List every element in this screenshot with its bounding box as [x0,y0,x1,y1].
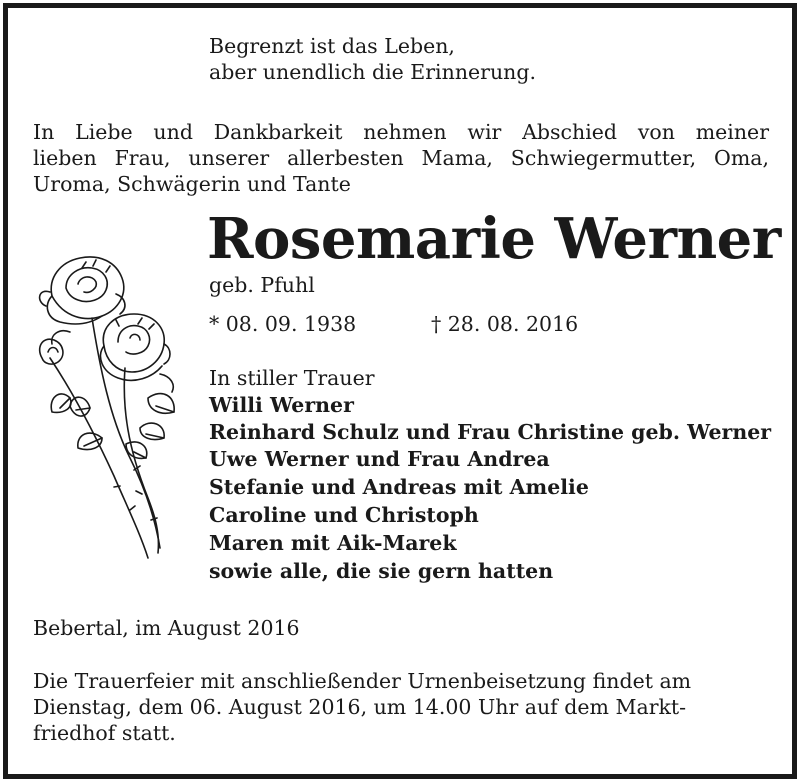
birth-date: * 08. 09. 1938 [209,312,357,336]
mourner-line: Willi Werner [209,393,354,417]
mourner-line: Reinhard Schulz und Frau Christine geb. Werner [209,420,772,444]
place-date: Bebertal, im August 2016 [33,616,300,640]
mourner-line: Maren mit Aik-Marek [209,531,457,555]
intro-line-2: lieben Frau, unserer allerbesten Mama, Schwiegermutter, Oma, [33,146,769,170]
mourner-line: Stefanie und Andreas mit Amelie [209,475,589,499]
rose-icon [30,248,190,568]
mourner-line: Uwe Werner und Frau Andrea [209,447,550,471]
funeral-line-3: friedhof statt. [33,721,176,745]
deceased-name: Rosemarie Werner [207,206,781,272]
intro-line-1: In Liebe und Dankbarkeit nehmen wir Abschied von meiner [33,120,769,144]
motto-line-1: Begrenzt ist das Leben, [209,34,455,58]
death-date: † 28. 08. 2016 [431,312,579,336]
funeral-line-1: Die Trauerfeier mit anschließender Urnenbeisetzung findet am [33,669,692,693]
maiden-name: geb. Pfuhl [209,273,315,297]
mourners-heading: In stiller Trauer [209,366,375,390]
funeral-line-2: Dienstag, dem 06. August 2016, um 14.00 Uhr auf dem Markt- [33,695,687,719]
intro-line-3: Uroma, Schwägerin und Tante [33,172,351,196]
mourner-line: sowie alle, die sie gern hatten [209,559,554,583]
motto-line-2: aber unendlich die Erinnerung. [209,60,536,84]
mourner-line: Caroline und Christoph [209,503,479,527]
